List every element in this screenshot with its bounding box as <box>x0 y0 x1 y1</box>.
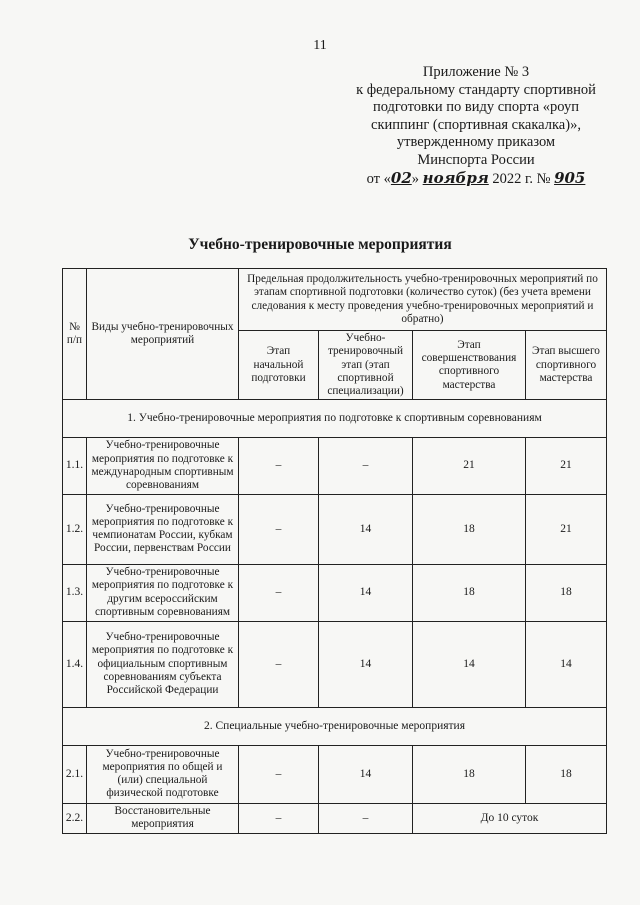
event-name: Учебно-тренировочные мероприятия по подготовке к официальным спортивным соревнованиям субъекта Российской Федерации <box>87 621 239 707</box>
value-cell: 18 <box>413 564 526 621</box>
table-row <box>63 438 607 494</box>
appendix-line: Приложение № 3 <box>422 64 530 80</box>
value-cell: 18 <box>413 745 526 803</box>
row-number: 1.1. <box>63 438 87 494</box>
row-number: 2.1. <box>63 745 87 803</box>
appendix-line: утвержденному приказом <box>396 134 556 151</box>
appendix-line: Минспорта России <box>417 151 535 168</box>
header-row <box>63 269 607 331</box>
value-cell: – <box>239 745 319 803</box>
section-row <box>63 707 607 745</box>
table-row <box>63 745 607 803</box>
handwritten-order-number: 905 <box>554 168 586 187</box>
document-title: Учебно-тренировочные мероприятия <box>188 236 452 253</box>
section-title: 2. Специальные учебно-тренировочные мероприятия <box>63 707 607 745</box>
appendix-line: к федеральному стандарту спортивной <box>356 81 596 98</box>
event-name: Учебно-тренировочные мероприятия по подготовке к чемпионатам России, кубкам России, первенствам России <box>87 494 239 564</box>
value-cell: – <box>239 494 319 564</box>
value-cell: 18 <box>526 745 607 803</box>
page-number: 11 <box>313 38 327 53</box>
value-cell: 21 <box>413 438 526 494</box>
row-number: 2.2. <box>63 803 87 833</box>
date-prefix: от « <box>366 170 391 187</box>
value-cell: – <box>239 621 319 707</box>
section-title: 1. Учебно-тренировочные мероприятия по подготовке к спортивным соревнованиям <box>63 400 607 438</box>
col-duration-header: Предельная продолжительность учебно-тренировочных мероприятий по этапам спортивной подготовки (количество суток) (без учета времени следования к месту проведения учебно-тренировочных мероприятий и обратно) <box>239 269 607 331</box>
value-cell: – <box>239 438 319 494</box>
value-cell: 14 <box>413 621 526 707</box>
appendix-line: скиппинг (спортивная скакалка)», <box>371 116 581 133</box>
value-cell: – <box>319 803 413 833</box>
value-cell-merged: До 10 суток <box>413 803 607 833</box>
value-cell: 21 <box>526 494 607 564</box>
value-cell: – <box>239 803 319 833</box>
stage-header: Этап совершенствования спортивного мастерства <box>413 331 526 400</box>
col-num-header: № п/п <box>63 269 87 400</box>
table-row <box>63 564 607 621</box>
table-row <box>63 621 607 707</box>
table-row <box>63 803 607 833</box>
event-name: Учебно-тренировочные мероприятия по подготовке к международным спортивным соревнованиям <box>87 438 239 494</box>
handwritten-day: 02 <box>390 168 412 187</box>
handwritten-month: ноября <box>422 168 489 187</box>
stage-header: Учебно-тренировочный этап (этап спортивной специализации) <box>319 331 413 400</box>
value-cell: 18 <box>526 564 607 621</box>
event-name: Учебно-тренировочные мероприятия по общей и (или) специальной физической подготовке <box>87 745 239 803</box>
appendix-header <box>346 64 606 188</box>
stage-header: Этап начальной подготовки <box>239 331 319 400</box>
row-number: 1.3. <box>63 564 87 621</box>
value-cell: – <box>239 564 319 621</box>
value-cell: 18 <box>413 494 526 564</box>
value-cell: 21 <box>526 438 607 494</box>
order-date-line <box>346 170 606 189</box>
value-cell: – <box>319 438 413 494</box>
row-number: 1.2. <box>63 494 87 564</box>
appendix-line: подготовки по виду спорта «роуп <box>372 99 580 116</box>
date-mid: » <box>411 170 420 187</box>
section-row <box>63 400 607 438</box>
value-cell: 14 <box>319 745 413 803</box>
training-events-table <box>62 268 607 834</box>
col-types-header: Виды учебно-тренировочных мероприятий <box>87 269 239 400</box>
value-cell: 14 <box>319 621 413 707</box>
event-name: Восстановительные мероприятия <box>87 803 239 833</box>
table-row <box>63 494 607 564</box>
value-cell: 14 <box>319 494 413 564</box>
value-cell: 14 <box>319 564 413 621</box>
year-text: 2022 г. № <box>492 170 551 187</box>
stage-header: Этап высшего спортивного мастерства <box>526 331 607 400</box>
value-cell: 14 <box>526 621 607 707</box>
event-name: Учебно-тренировочные мероприятия по подготовке к другим всероссийским спортивным соревнованиям <box>87 564 239 621</box>
row-number: 1.4. <box>63 621 87 707</box>
